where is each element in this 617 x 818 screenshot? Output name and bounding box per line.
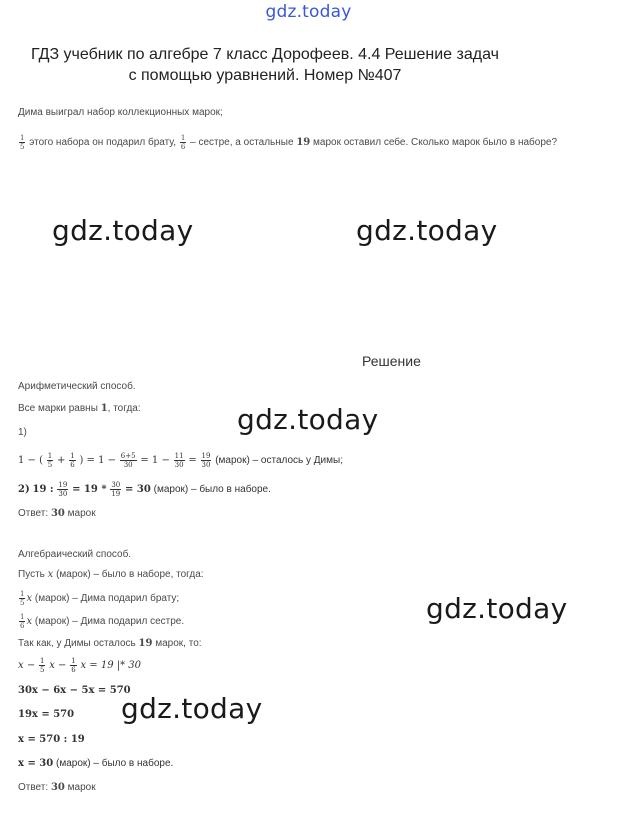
page-title-line-2: с помощью уравнений. Номер №407 xyxy=(128,67,402,84)
arith-step1-label: 1) xyxy=(18,427,27,438)
problem-line-2: $\frac{1}{5}$ этого набора он подарил брату, $\frac{1}{6}$ – сестре, а остальные 19 марок оставил себе. Сколько марок было в наборе? xyxy=(20,134,558,151)
fraction: $\frac{19}{30}$ xyxy=(58,481,68,498)
alg-equation-2: 30x − 6x − 5x = 570 xyxy=(18,685,131,696)
arith-answer: Ответ: 30 марок xyxy=(18,508,96,519)
page-title-line-1: ГДЗ учебник по алгебре 7 класс Дорофеев. 4.4 Решение задач xyxy=(31,46,499,63)
watermark: gdz.today xyxy=(356,214,498,247)
alg-equation-5: x = 30 (марок) – было в наборе. xyxy=(18,758,174,769)
arith-step1-expression: 1 − ( $\frac{1}{5}$ + $\frac{1}{6}$ ) = 1 − $\frac{6+5}{30}$ = 1 − $\frac{11}{30}$ = $\frac{19}{30}$ (марок) – осталось у Димы; xyxy=(18,452,343,469)
watermark: gdz.today xyxy=(121,692,263,725)
alg-equation-4: x = 570 : 19 xyxy=(18,734,85,745)
fraction: $\frac{1}{5}$ xyxy=(20,134,25,151)
fraction: $\frac{19}{30}$ xyxy=(201,452,211,469)
watermark: gdz.today xyxy=(237,403,379,436)
fraction: $\frac{6+5}{30}$ xyxy=(120,452,136,469)
alg-sister: $\frac{1}{6}$ x (марок) – Дима подарил сестре. xyxy=(20,613,185,630)
fraction: $\frac{1}{6}$ xyxy=(20,613,25,630)
fraction: $\frac{1}{6}$ xyxy=(180,134,186,151)
alg-let: Пусть x (марок) – было в наборе, тогда: xyxy=(18,569,204,580)
alg-since: Так как, у Димы осталось 19 марок, то: xyxy=(18,638,202,649)
alg-equation-1: x − $\frac{1}{5}$ x − $\frac{1}{6}$ x = 19 |* 30 xyxy=(18,657,142,674)
alg-equation-3: 19x = 570 xyxy=(18,709,75,720)
solution-heading: Решение xyxy=(362,353,421,369)
watermark: gdz.today xyxy=(52,214,194,247)
arith-all-equal: Все марки равны 1, тогда: xyxy=(18,403,141,414)
alg-heading: Алгебраический способ. xyxy=(18,549,132,560)
fraction: $\frac{30}{19}$ xyxy=(111,481,121,498)
fraction: $\frac{1}{6}$ xyxy=(71,657,76,674)
arith-heading: Арифметический способ. xyxy=(18,381,136,392)
arith-step2-expression: 2) 19 : $\frac{19}{30}$ = 19 * $\frac{30}{19}$ = 30 (марок) – было в наборе. xyxy=(18,481,271,498)
fraction: $\frac{1}{5}$ xyxy=(20,590,25,607)
alg-brother: $\frac{1}{5}$ x (марок) – Дима подарил брату; xyxy=(20,590,180,607)
site-logo[interactable]: gdz.today xyxy=(265,2,352,22)
page-title xyxy=(0,44,530,86)
fraction: $\frac{11}{30}$ xyxy=(174,452,184,469)
watermark: gdz.today xyxy=(426,592,568,625)
problem-line-1: Дима выиграл набор коллекционных марок; xyxy=(18,107,223,118)
fraction: $\frac{1}{6}$ xyxy=(70,452,75,469)
fraction: $\frac{1}{5}$ xyxy=(39,657,45,674)
alg-answer: Ответ: 30 марок xyxy=(18,782,96,793)
fraction: $\frac{1}{5}$ xyxy=(47,452,53,469)
